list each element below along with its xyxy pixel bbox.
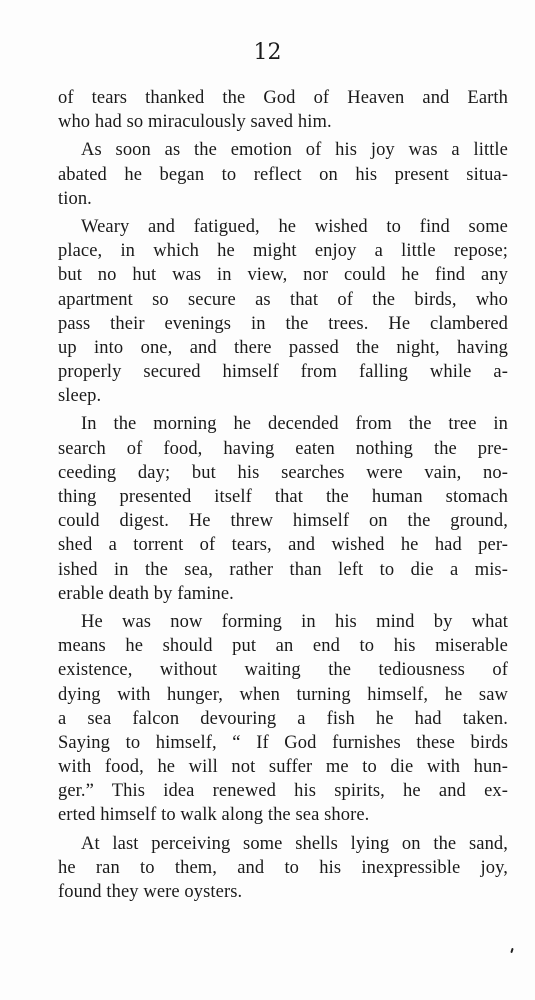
text-line: search of food, having eaten nothing the pre- — [58, 438, 508, 459]
text-line: ceeding day; but his searches were vain, no- — [58, 462, 508, 483]
page-number: 12 — [253, 40, 282, 65]
text-line: found they were oysters. — [58, 882, 243, 902]
text-line: could digest. He threw himself on the ground, — [58, 511, 508, 532]
text-line: who had so miraculously saved him. — [58, 112, 332, 133]
paragraph — [58, 610, 508, 828]
text-line: erted himself to walk along the sea shore. — [58, 805, 370, 826]
text-line: but no hut was in view, nor could he find any — [58, 265, 508, 286]
text-line: existence, without waiting the tediousness of — [58, 660, 508, 681]
text-line: up into one, and there passed the night, having — [58, 337, 508, 358]
paragraph — [58, 412, 508, 606]
text-line: thing presented itself that the human stomach — [58, 487, 508, 507]
text-line: pass their evenings in the trees. He clambered — [58, 313, 508, 334]
text-line: dying with hunger, when turning himself, he saw — [58, 684, 508, 705]
ink-speck — [510, 948, 513, 953]
text-line: Saying to himself, “ If God furnishes these birds — [58, 732, 508, 753]
text-line: Weary and fatigued, he wished to find some — [81, 216, 508, 237]
text-line: He was now forming in his mind by what — [81, 611, 508, 632]
text-line: apartment so secure as that of the birds, who — [58, 289, 508, 310]
text-line: place, in which he might enjoy a little repose; — [58, 241, 508, 262]
text-line: abated he began to reflect on his present situa- — [58, 164, 508, 185]
text-line: erable death by famine. — [58, 583, 234, 604]
text-line: sleep. — [58, 386, 102, 407]
text-line: ger.” This idea renewed his spirits, he and ex- — [58, 781, 508, 802]
text-line: properly secured himself from falling while a- — [58, 362, 508, 383]
text-line: tion. — [58, 188, 92, 209]
paragraph — [58, 215, 508, 409]
text-line: he ran to them, and to his inexpressible joy, — [58, 857, 508, 878]
text-line: At last perceiving some shells lying on the sand, — [81, 833, 508, 854]
paragraph — [58, 138, 508, 211]
text-line: In the morning he decended from the tree in — [81, 414, 508, 435]
text-line: ished in the sea, rather than left to die a mis- — [58, 559, 508, 580]
paragraph — [58, 86, 508, 134]
text-line: As soon as the emotion of his joy was a little — [81, 140, 508, 161]
body-text — [58, 86, 508, 904]
paragraph — [58, 832, 508, 905]
text-line: means he should put an end to his miserable — [58, 636, 508, 657]
text-line: with food, he will not suffer me to die with hun- — [58, 757, 508, 778]
text-line: a sea falcon devouring a fish he had taken. — [58, 708, 508, 729]
text-line: of tears thanked the God of Heaven and Earth — [58, 88, 508, 108]
text-line: shed a torrent of tears, and wished he had per- — [58, 535, 508, 556]
